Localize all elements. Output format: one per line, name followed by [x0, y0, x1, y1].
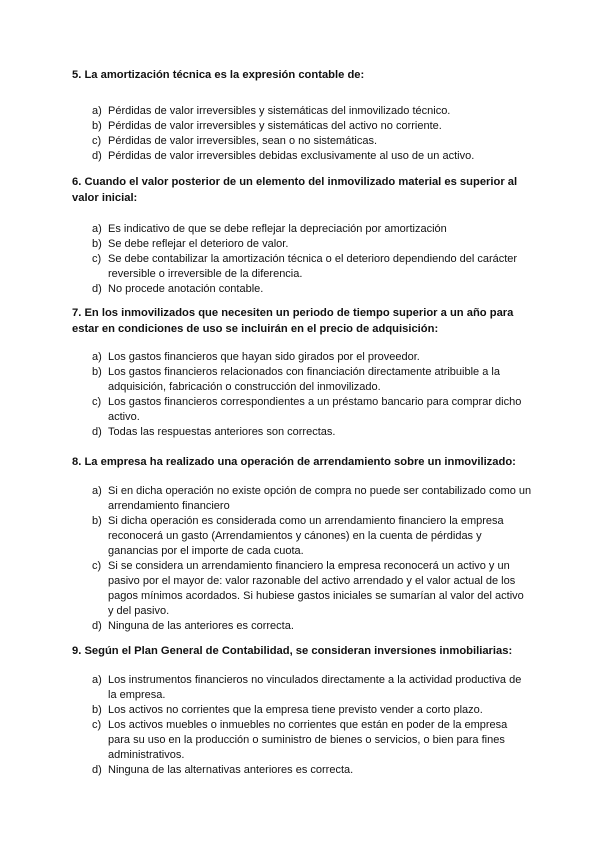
question-title: 6. Cuando el valor posterior de un elemento del inmovilizado material es superior al valor inicial:	[72, 176, 518, 204]
question-6	[72, 174, 532, 297]
question-title: 8. La empresa ha realizado una operación de arrendamiento sobre un inmovilizado:	[72, 456, 516, 468]
option-letter: a)	[92, 674, 102, 686]
option-c	[72, 718, 532, 763]
option-letter: a)	[92, 223, 102, 235]
option-text: Pérdidas de valor irreversibles y sistemáticas del activo no corriente.	[108, 120, 442, 132]
option-letter: a)	[92, 485, 102, 497]
question-title: 9. Según el Plan General de Contabilidad, se consideran inversiones inmobiliarias:	[72, 645, 513, 657]
option-d	[72, 763, 532, 778]
question-title: 5. La amortización técnica es la expresión contable de:	[72, 69, 365, 81]
option-text: Es indicativo de que se debe reflejar la depreciación por amortización	[108, 223, 447, 235]
option-letter: c)	[92, 135, 102, 147]
option-letter: d)	[92, 150, 102, 162]
option-text: Los activos no corrientes que la empresa tiene previsto vender a corto plazo.	[108, 704, 483, 716]
option-letter: a)	[92, 105, 102, 117]
option-d	[72, 282, 532, 297]
option-text: Los gastos financieros relacionados con financiación directamente atribuible a la adquisición, fabricación o construcción del inmovilizado.	[108, 366, 500, 393]
option-text: Se debe reflejar el deterioro de valor.	[108, 238, 289, 250]
option-text: Los gastos financieros correspondientes a un préstamo bancario para comprar dicho activo.	[108, 396, 522, 423]
option-text: Ninguna de las alternativas anteriores es correcta.	[108, 764, 354, 776]
question-title: 7. En los inmovilizados que necesiten un periodo de tiempo superior a un año para estar en condiciones de uso se incluirán en el precio de adquisición:	[72, 307, 514, 335]
option-c	[72, 134, 532, 149]
option-b	[72, 365, 532, 395]
option-b	[72, 119, 532, 134]
question-9	[72, 643, 532, 778]
option-d	[72, 425, 532, 440]
option-text: Ninguna de las anteriores es correcta.	[108, 620, 294, 632]
option-list	[72, 673, 532, 778]
option-letter: d)	[92, 620, 102, 632]
option-text: Pérdidas de valor irreversibles, sean o no sistemáticas.	[108, 135, 378, 147]
option-text: No procede anotación contable.	[108, 283, 264, 295]
option-text: Se debe contabilizar la amortización técnica o el deterioro dependiendo del carácter reversible o irreversible de la diferencia.	[108, 253, 518, 280]
option-letter: d)	[92, 426, 102, 438]
option-d	[72, 619, 532, 634]
option-b	[72, 514, 532, 559]
option-d	[72, 149, 532, 164]
option-a	[72, 222, 532, 237]
option-text: Todas las respuestas anteriores son correctas.	[108, 426, 336, 438]
option-list	[72, 104, 532, 164]
option-list	[72, 222, 532, 297]
option-letter: c)	[92, 560, 102, 572]
option-c	[72, 559, 532, 619]
option-c	[72, 395, 532, 425]
option-letter: b)	[92, 704, 102, 716]
option-a	[72, 104, 532, 119]
option-text: Los activos muebles o inmuebles no corrientes que están en poder de la empresa para su uso en la producción o suministro de bienes o servicios, o bien para fines administrativos.	[108, 719, 508, 761]
option-a	[72, 673, 532, 703]
option-text: Si se considera un arrendamiento financiero la empresa reconocerá un activo y un pasivo por el mayor de: valor razonable del activo arrendado y el valor actual de los pagos mínimos acordados. Si hubiese gastos iniciales se sumarían al valor del activo y del pasivo.	[108, 560, 524, 617]
option-text: Pérdidas de valor irreversibles y sistemáticas del inmovilizado técnico.	[108, 105, 451, 117]
option-text: Si dicha operación es considerada como un arrendamiento financiero la empresa reconocerá un gasto (Arrendamientos y cánones) en la cuenta de pérdidas y ganancias por el importe de cada cuota.	[108, 515, 504, 557]
option-a	[72, 350, 532, 365]
option-text: Pérdidas de valor irreversibles debidas exclusivamente al uso de un activo.	[108, 150, 475, 162]
question-8	[72, 454, 532, 634]
option-b	[72, 237, 532, 252]
option-letter: c)	[92, 396, 102, 408]
option-a	[72, 484, 532, 514]
option-list	[72, 484, 532, 634]
question-5	[72, 67, 532, 164]
option-b	[72, 703, 532, 718]
option-c	[72, 252, 532, 282]
option-letter: b)	[92, 120, 102, 132]
option-text: Los instrumentos financieros no vinculados directamente a la actividad productiva de la empresa.	[108, 674, 522, 701]
option-letter: c)	[92, 253, 102, 265]
option-letter: b)	[92, 366, 102, 378]
option-text: Los gastos financieros que hayan sido girados por el proveedor.	[108, 351, 420, 363]
option-letter: d)	[92, 283, 102, 295]
option-letter: a)	[92, 351, 102, 363]
option-text: Si en dicha operación no existe opción de compra no puede ser contabilizado como un arrendamiento financiero	[108, 485, 532, 512]
option-letter: b)	[92, 515, 102, 527]
option-letter: b)	[92, 238, 102, 250]
question-7	[72, 305, 532, 440]
option-list	[72, 350, 532, 440]
option-letter: d)	[92, 764, 102, 776]
option-letter: c)	[92, 719, 102, 731]
